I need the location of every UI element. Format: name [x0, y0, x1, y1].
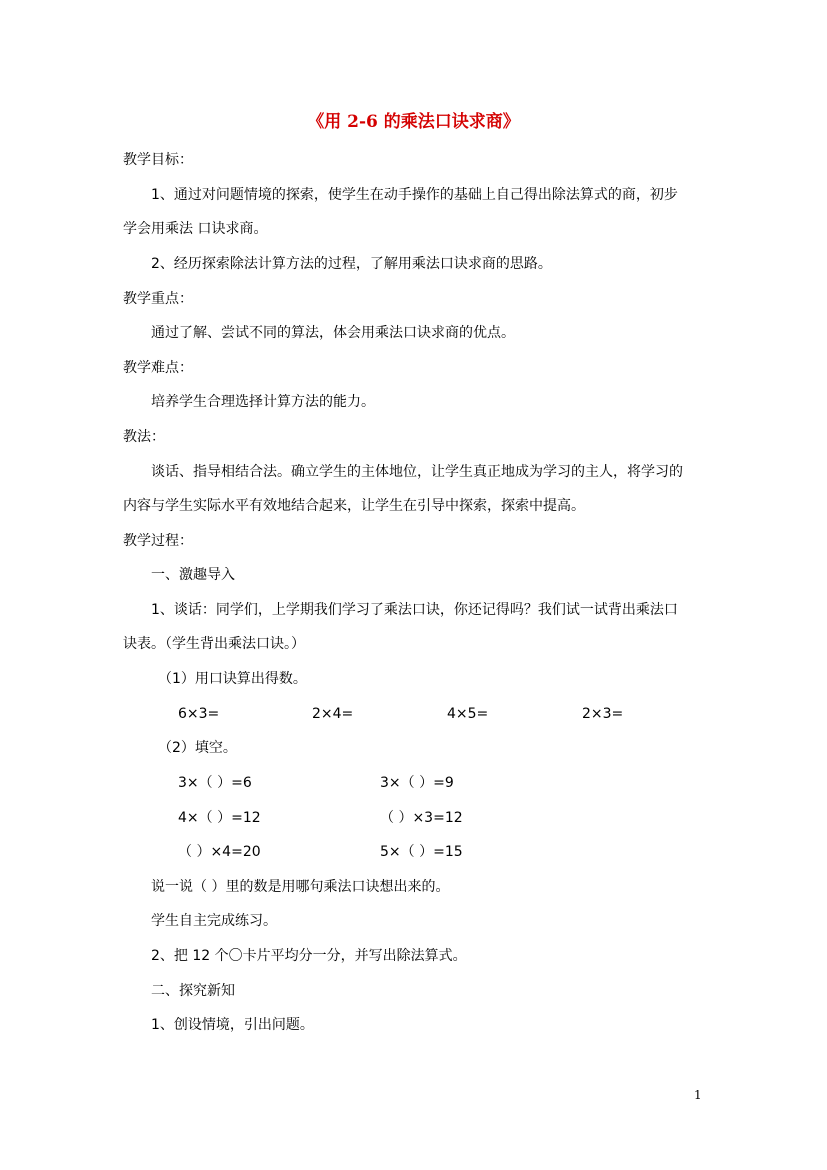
method-heading: 教法：: [123, 429, 165, 445]
fill-item: 5×（ ）=15: [380, 844, 463, 860]
calc-item: 2×4=: [312, 706, 354, 722]
key-points-text: 通过了解、尝试不同的算法，体会用乘法口诀求商的优点。: [151, 325, 515, 341]
key-points-heading: 教学重点：: [123, 291, 193, 307]
fill-item: 3×（ ）=6: [178, 775, 252, 791]
say-text: 说一说（ ）里的数是用哪句乘法口诀想出来的。: [151, 879, 450, 895]
fill-item: 3×（ ）=9: [380, 775, 454, 791]
goal-2: 2、经历探索除法计算方法的过程，了解用乘法口诀求商的思路。: [151, 256, 552, 272]
goals-heading: 教学目标：: [123, 152, 193, 168]
page-number: 1: [694, 1088, 702, 1102]
part-1-heading: 一、激趣导入: [151, 567, 235, 583]
self-practice-text: 学生自主完成练习。: [151, 913, 277, 929]
difficulty-heading: 教学难点：: [123, 360, 193, 376]
method-line-2: 内容与学生实际水平有效地结合起来，让学生在引导中探索，探索中提高。: [123, 498, 585, 514]
step-1-line-1: 1、谈话：同学们，上学期我们学习了乘法口诀，你还记得吗？我们试一试背出乘法口: [151, 602, 678, 618]
calc-item: 4×5=: [447, 706, 489, 722]
fill-item: （ ）×3=12: [380, 810, 463, 826]
sub-1-heading: （1）用口诀算出得数。: [158, 671, 307, 687]
difficulty-text: 培养学生合理选择计算方法的能力。: [151, 394, 375, 410]
fill-item: （ ）×4=20: [178, 844, 261, 860]
goal-1-line-2: 学会用乘法 口诀求商。: [123, 221, 268, 237]
document-title: 《用 2-6 的乘法口诀求商》: [307, 112, 520, 132]
calc-item: 2×3=: [582, 706, 624, 722]
part-2-heading: 二、探究新知: [151, 983, 235, 999]
calc-item: 6×3=: [178, 706, 220, 722]
part-2-step-1: 1、创设情境，引出问题。: [151, 1017, 314, 1033]
goal-1-line-1: 1、通过对问题情境的探索，使学生在动手操作的基础上自己得出除法算式的商，初步: [151, 187, 678, 203]
process-heading: 教学过程：: [123, 533, 193, 549]
method-line-1: 谈话、指导相结合法。确立学生的主体地位，让学生真正地成为学习的主人，将学习的: [151, 464, 683, 480]
sub-2-heading: （2）填空。: [158, 740, 237, 756]
fill-item: 4×（ ）=12: [178, 810, 261, 826]
step-1-line-2: 诀表。（学生背出乘法口诀。）: [123, 636, 305, 652]
step-2: 2、把 12 个〇卡片平均分一分，并写出除法算式。: [151, 948, 467, 964]
